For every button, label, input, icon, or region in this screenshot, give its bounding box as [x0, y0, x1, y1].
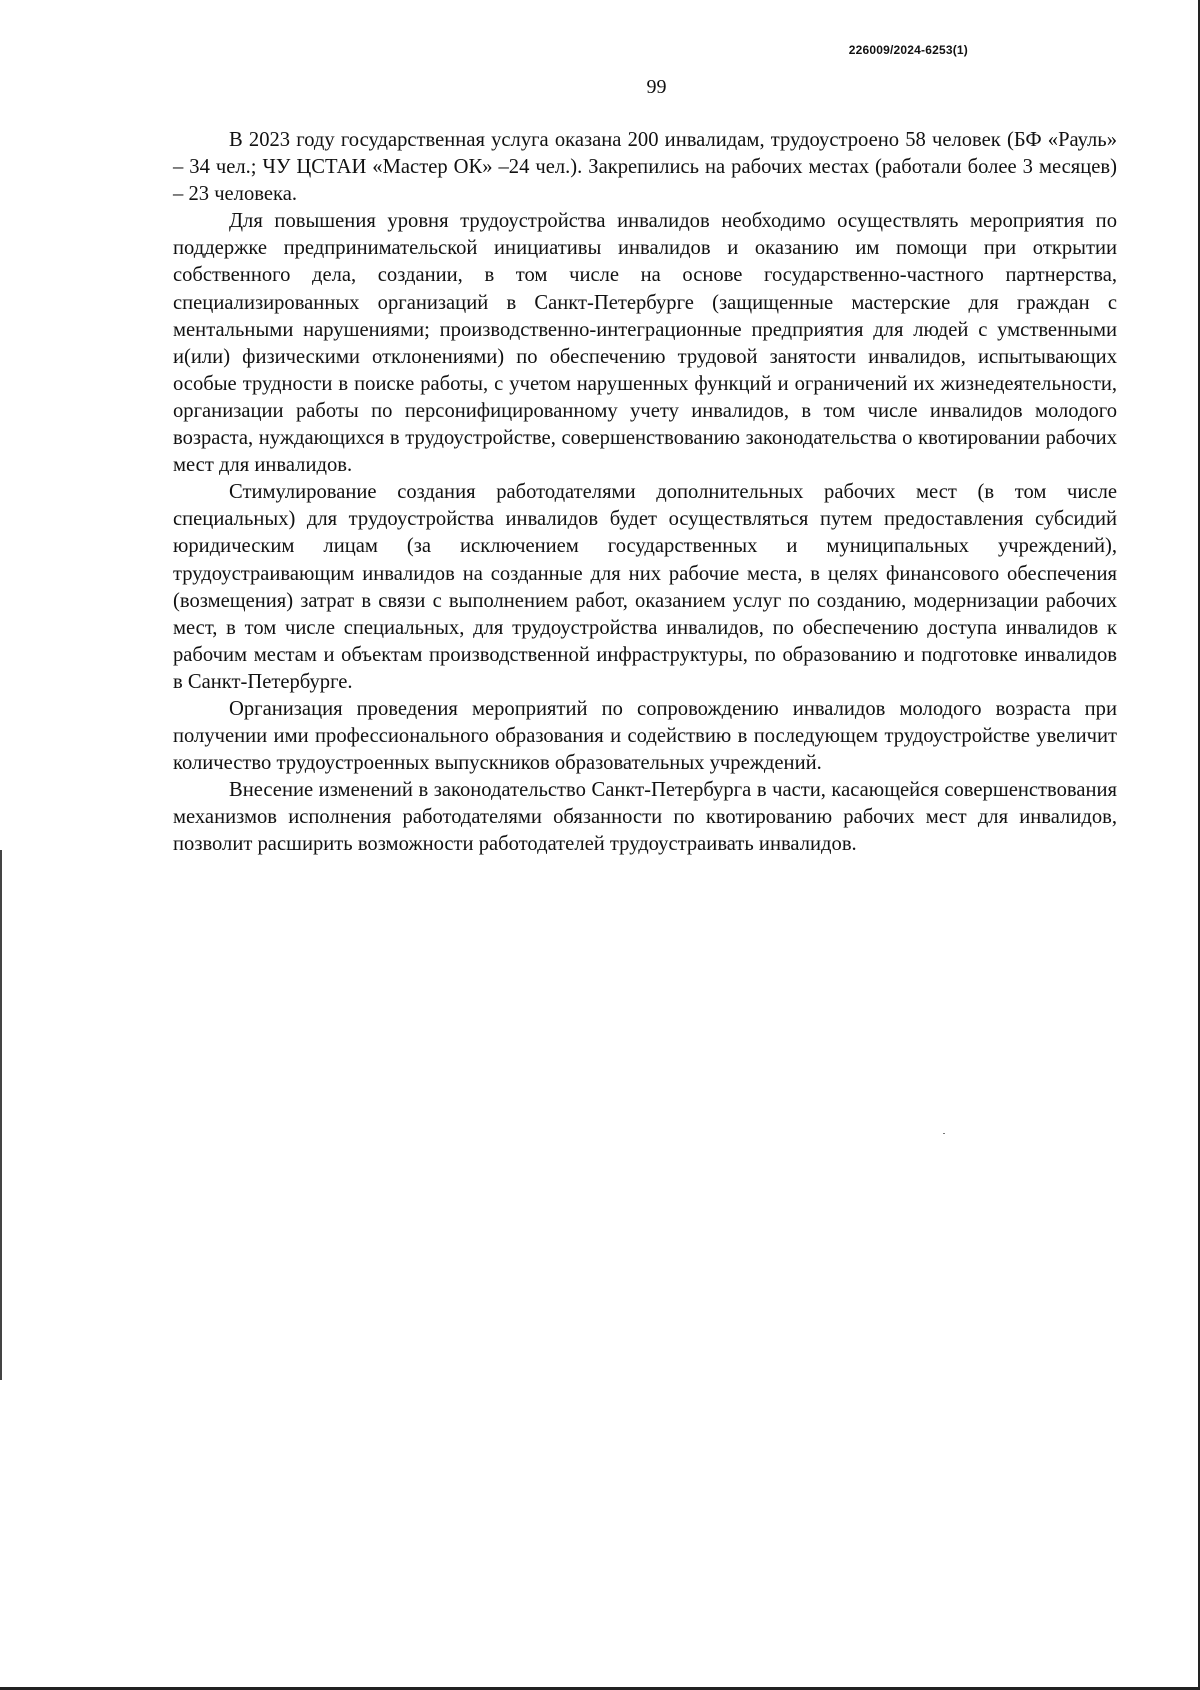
scan-speck [943, 1133, 945, 1134]
document-registration-number: 226009/2024-6253(1) [848, 43, 968, 57]
page-number: 99 [646, 76, 667, 98]
paragraph-quota-legislation: Внесение изменений в законодательство Санкт-Петербурга в части, касающейся совершенствования механизмов исполнения работодателями обязанности по квотированию рабочих мест для инвалидов, позволит расширить возможности работодателей трудоустраивать инвалидов. [173, 779, 1117, 856]
paragraph-employment-2023: В 2023 году государственная услуга оказана 200 инвалидам, трудоустроено 58 человек (БФ «Рауль» – 34 чел.; ЧУ ЦСТАИ «Мастер ОК» –24 чел.). Закрепились на рабочих местах (работали более 3 месяцев) – 23 человека. [173, 129, 1117, 206]
document-body [173, 127, 1117, 859]
paragraph-youth-education-support: Организация проведения мероприятий по сопровождению инвалидов молодого возраста при получении ими профессионального образования и содействию в последующем трудоустройстве увеличит количество трудоустроенных выпускников образовательных учреждений. [173, 697, 1117, 775]
paragraph-workplace-subsidies: Стимулирование создания работодателями дополнительных рабочих мест (в том числе специальных) для трудоустройства инвалидов будет осуществляться путем предоставления субсидий юридическим лицам (за исключением государственных и муниципальных учреждений), трудоустраивающим инвалидов на созданные для них рабочие места, в целях финансового обеспечения (возмещения) затрат в связи с выполнением работ, оказанием услуг по созданию, модернизации рабочих мест, в том числе специальных, для трудоустройства инвалидов, по обеспечению доступа инвалидов к рабочим местам и объектам производственной инфраструктуры, по образованию и подготовке инвалидов в Санкт-Петербурге. [173, 481, 1117, 693]
scan-edge-left [0, 850, 2, 1380]
paragraph-entrepreneurship-support: Для повышения уровня трудоустройства инвалидов необходимо осуществлять мероприятия по поддержке предпринимательской инициативы инвалидов и оказанию им помощи при открытии собственного дела, создании, в том числе на основе государственно-частного партнерства, специализированных организаций в Санкт-Петербурге (защищенные мастерские для граждан с ментальными нарушениями; производственно-интеграционные предприятия для людей с умственными и(или) физическими отклонениями) по обеспечению трудовой занятости инвалидов, испытывающих особые трудности в поиске работы, с учетом нарушенных функций и ограничений их жизнедеятельности, организации работы по персонифицированному учету инвалидов, в том числе инвалидов молодого возраста, нуждающихся в трудоустройстве, совершенствованию законодательства о квотировании рабочих мест для инвалидов. [173, 210, 1117, 477]
